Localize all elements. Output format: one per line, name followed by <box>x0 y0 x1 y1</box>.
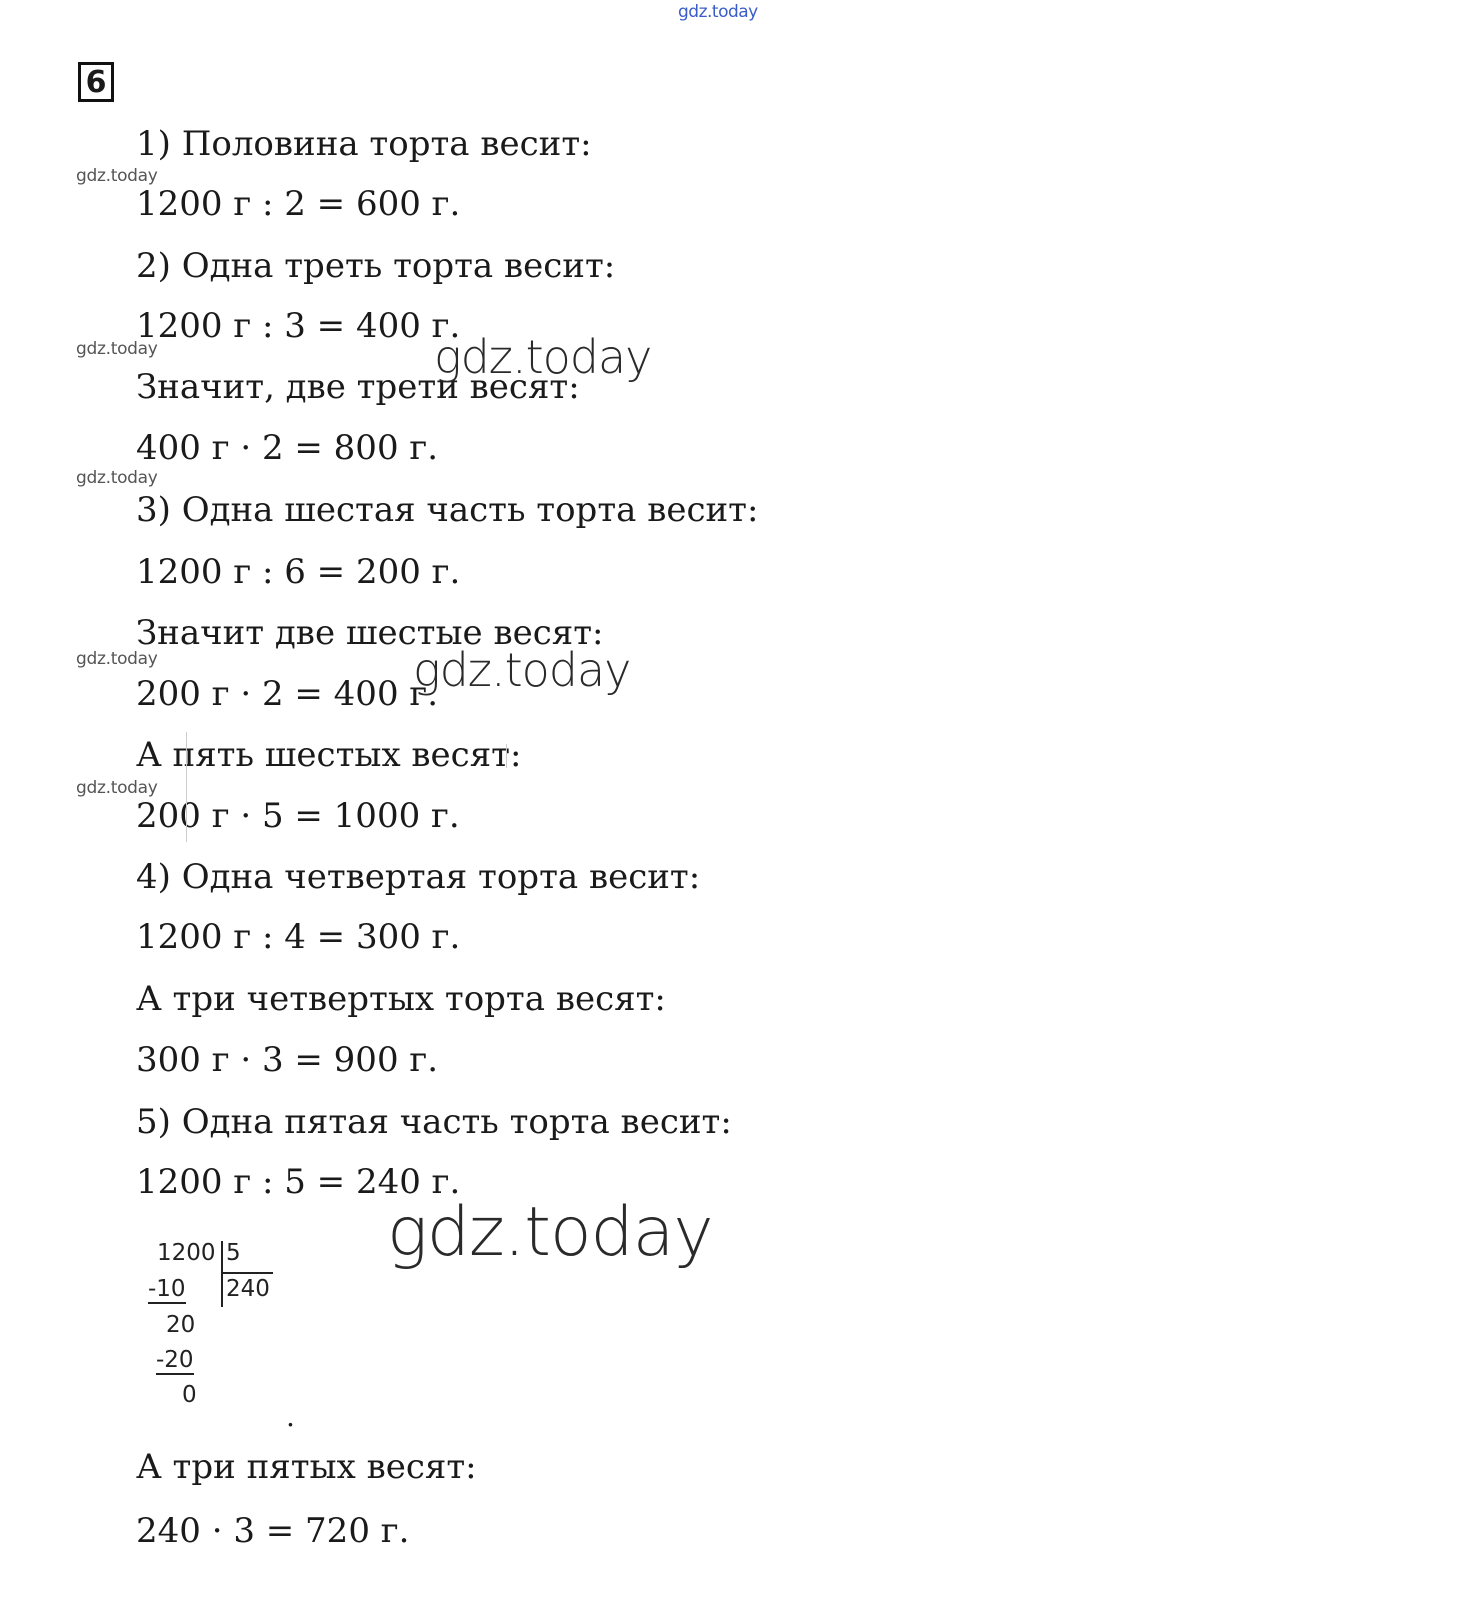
solution-line: 2) Одна треть торта весит: <box>136 246 616 286</box>
division-divisor: 5 <box>226 1240 241 1266</box>
solution-line: 4) Одна четвертая торта весит: <box>136 857 701 897</box>
dot-mark: . <box>286 1400 295 1433</box>
watermark-large: gdz.today <box>434 330 652 384</box>
solution-line: 3) Одна шестая часть торта весит: <box>136 490 759 530</box>
solution-line: 1200 г : 5 = 240 г. <box>136 1162 461 1202</box>
division-remainder1: 20 <box>166 1312 196 1338</box>
ghost-artifact <box>498 744 507 768</box>
solution-line: А пять шестых весят: <box>136 735 522 775</box>
solution-line: 240 · 3 = 720 г. <box>136 1511 410 1551</box>
division-step2: -20 <box>156 1347 194 1373</box>
solution-line: 1200 г : 4 = 300 г. <box>136 917 461 957</box>
watermark-small: gdz.today <box>76 339 158 359</box>
solution-line: 200 г · 2 = 400 г. <box>136 674 438 714</box>
solution-line: Значит две шестые весят: <box>136 613 604 653</box>
watermark-small: gdz.today <box>76 468 158 488</box>
solution-line: 200 г · 5 = 1000 г. <box>136 796 460 836</box>
solution-line: 300 г · 3 = 900 г. <box>136 1040 438 1080</box>
solution-line: 1) Половина торта весит: <box>136 124 592 164</box>
solution-line: 5) Одна пятая часть торта весит: <box>136 1102 732 1142</box>
watermark-top: gdz.today <box>678 2 758 22</box>
division-quotient: 240 <box>226 1276 270 1302</box>
watermark-large: gdz.today <box>413 643 631 697</box>
solution-line: А три пятых весят: <box>136 1447 477 1487</box>
watermark-large: gdz.today <box>387 1193 713 1272</box>
division-remainder2: 0 <box>182 1382 197 1408</box>
solution-line: Значит, две трети весят: <box>136 367 580 407</box>
watermark-small: gdz.today <box>76 166 158 186</box>
solution-line: 400 г · 2 = 800 г. <box>136 428 438 468</box>
division-dividend: 1200 <box>157 1240 216 1266</box>
division-horizontal-bar <box>221 1272 273 1274</box>
watermark-small: gdz.today <box>76 649 158 669</box>
solution-line: 1200 г : 2 = 600 г. <box>136 184 461 224</box>
ghost-artifact <box>186 732 201 842</box>
solution-line: 1200 г : 3 = 400 г. <box>136 306 461 346</box>
division-step1: -10 <box>148 1276 186 1302</box>
division-vertical-bar <box>221 1241 223 1307</box>
solution-line: А три четвертых торта весят: <box>136 979 666 1019</box>
task-number-box: 6 <box>78 62 114 102</box>
watermark-small: gdz.today <box>76 778 158 798</box>
solution-line: 1200 г : 6 = 200 г. <box>136 552 461 592</box>
